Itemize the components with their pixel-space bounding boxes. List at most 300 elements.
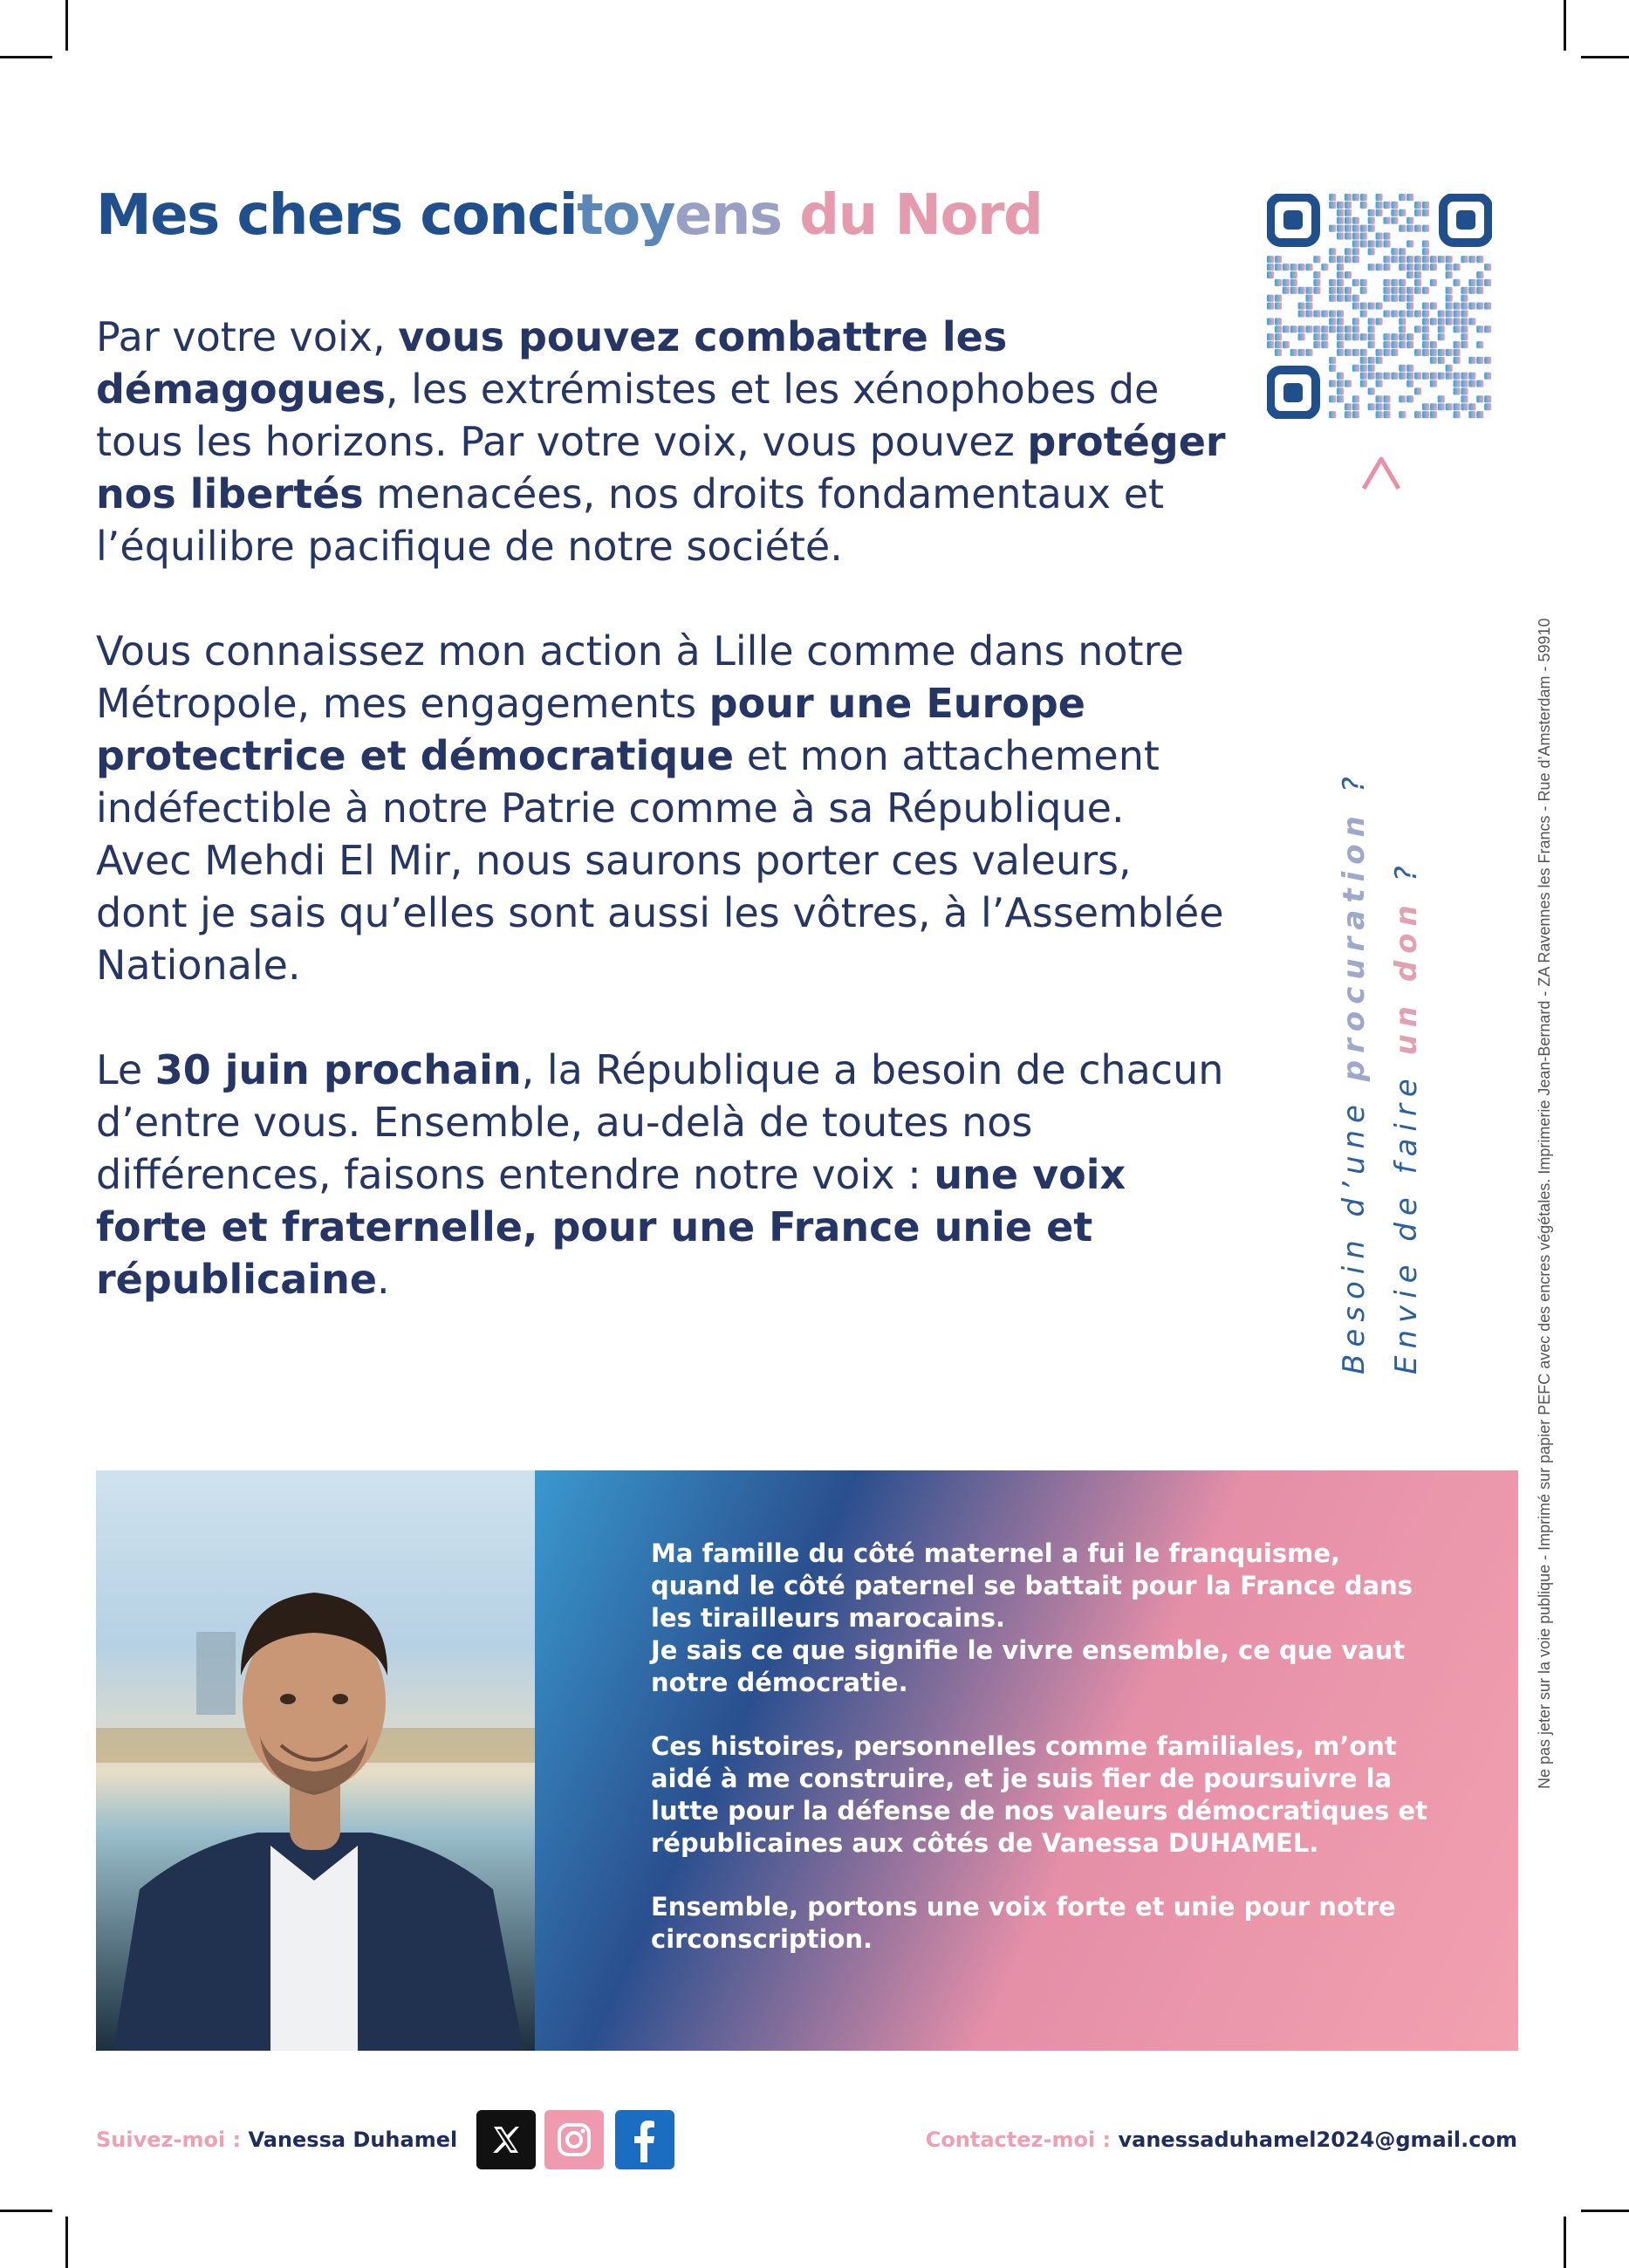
qr-module (1454, 403, 1461, 410)
text-run: , la République a besoin de chacun d’entre vous. Ensemble, au-delà de toutes nos différences, faisons entendre notre voix : (96, 1046, 1224, 1198)
qr-module (1352, 295, 1359, 302)
qr-module (1352, 303, 1359, 310)
qr-module (1352, 325, 1359, 332)
qr-module (1476, 287, 1483, 294)
text-run: menacées, nos droits fondamentaux et l’équilibre pacifique de notre société. (96, 470, 1165, 570)
qr-module (1461, 295, 1468, 302)
qr-module (1275, 303, 1282, 310)
qr-module (1337, 333, 1344, 340)
qr-module (1391, 287, 1398, 294)
qr-module (1468, 373, 1475, 380)
qr-module (1438, 333, 1445, 340)
qr-module (1368, 303, 1375, 310)
qr-module (1368, 325, 1375, 332)
qr-module (1468, 318, 1475, 325)
qr-module (1399, 395, 1406, 402)
bold-run: pour une Europe protectrice et démocratique (96, 680, 1085, 779)
qr-module (1360, 194, 1367, 201)
bold-run: vous pouvez combattre les démagogues (96, 313, 1008, 413)
qr-module (1290, 325, 1297, 332)
qr-module (1345, 411, 1352, 418)
qr-module (1407, 373, 1413, 380)
follow-name: Vanessa Duhamel (248, 2128, 458, 2152)
qr-module (1329, 248, 1336, 255)
qr-module (1422, 248, 1429, 255)
qr-module (1329, 318, 1336, 325)
qr-module (1446, 287, 1453, 294)
qr-module (1352, 403, 1359, 410)
qr-module (1337, 295, 1344, 302)
qr-module (1267, 264, 1274, 271)
qr-module (1329, 365, 1336, 372)
qr-module (1329, 380, 1336, 387)
testimony-paragraph: Ensemble, portons une voix forte et unie pour notre circonscription. (651, 1892, 1396, 1954)
qr-module (1313, 333, 1320, 340)
qr-module (1461, 256, 1468, 263)
qr-module (1414, 256, 1421, 263)
qr-module (1468, 357, 1475, 364)
qr-module (1399, 256, 1406, 263)
instagram-icon[interactable] (544, 2110, 604, 2169)
qr-module (1399, 225, 1406, 232)
crop-mark (0, 2210, 52, 2212)
qr-module (1461, 403, 1468, 410)
qr-module (1368, 248, 1375, 255)
donation-prompt (1389, 859, 1424, 1374)
qr-module (1430, 264, 1437, 271)
qr-module (1422, 333, 1429, 340)
qr-module (1368, 341, 1375, 348)
qr-module (1399, 318, 1406, 325)
qr-module (1267, 303, 1274, 310)
qr-module (1329, 202, 1336, 209)
qr-module (1446, 349, 1453, 356)
text-run: Le (96, 1046, 155, 1093)
qr-module (1313, 310, 1320, 317)
text-run: Par votre voix, (96, 313, 399, 360)
qr-module (1476, 303, 1483, 310)
qr-module (1430, 357, 1437, 364)
qr-module (1376, 373, 1383, 380)
qr-module (1399, 325, 1406, 332)
qr-module (1422, 303, 1429, 310)
qr-module (1321, 333, 1328, 340)
qr-module (1376, 380, 1383, 387)
qr-module (1360, 310, 1367, 317)
crop-mark (1564, 0, 1566, 51)
qr-module (1468, 279, 1475, 286)
qr-module (1422, 202, 1429, 209)
qr-module (1407, 333, 1413, 340)
highlight-don: un don (1389, 898, 1424, 1056)
qr-module (1298, 264, 1305, 271)
qr-module (1329, 279, 1336, 286)
qr-module (1407, 341, 1413, 348)
qr-module (1360, 240, 1367, 247)
qr-module (1368, 387, 1375, 394)
highlight-procuration: procuration (1337, 809, 1372, 1082)
qr-module (1461, 333, 1468, 340)
qr-module (1313, 279, 1320, 286)
qr-module (1345, 225, 1352, 232)
crop-mark (1564, 2217, 1566, 2268)
paragraph-1 (96, 311, 1230, 572)
qr-module (1360, 202, 1367, 209)
text-run: Vous connaissez mon action à Lille comme dans notre Métropole, mes engagements (96, 627, 1184, 727)
qr-module (1438, 403, 1445, 410)
qr-module (1337, 380, 1344, 387)
qr-module (1484, 264, 1491, 271)
qr-module (1454, 318, 1461, 325)
qr-module (1290, 287, 1297, 294)
text-run: et mon attachement indéfectible à notre Patrie comme à sa République. Avec Mehdi El Mir, nous saurons porter ces valeurs, dont je sais qu’elles sont aussi les vôtres, à l’Assemblée Nationale. (96, 732, 1224, 989)
qr-module (1275, 279, 1282, 286)
qr-module (1407, 217, 1413, 224)
qr-module (1267, 341, 1274, 348)
qr-module (1391, 341, 1398, 348)
qr-module (1454, 279, 1461, 286)
qr-module (1360, 333, 1367, 340)
qr-module (1438, 349, 1445, 356)
qr-module (1337, 225, 1344, 232)
qr-module (1422, 403, 1429, 410)
qr-module (1337, 341, 1344, 348)
follow-line (96, 2128, 457, 2152)
qr-module (1360, 232, 1367, 239)
qr-module (1407, 225, 1413, 232)
qr-module (1476, 357, 1483, 364)
qr-module (1313, 271, 1320, 278)
paragraph-3 (96, 1044, 1230, 1305)
qr-module (1275, 264, 1282, 271)
contact-email-link[interactable]: vanessaduhamel2024@gmail.com (1118, 2128, 1517, 2152)
qr-module (1454, 303, 1461, 310)
qr-module (1352, 256, 1359, 263)
qr-module (1461, 341, 1468, 348)
qr-module (1438, 395, 1445, 402)
qr-module (1430, 318, 1437, 325)
qr-module (1438, 256, 1445, 263)
qr-module (1446, 310, 1453, 317)
qr-module (1391, 202, 1398, 209)
qr-module (1414, 287, 1421, 294)
qr-module (1468, 256, 1475, 263)
qr-module (1329, 287, 1336, 294)
facebook-icon[interactable] (615, 2110, 674, 2169)
qr-module (1321, 325, 1328, 332)
qr-module (1407, 303, 1413, 310)
qr-module (1454, 380, 1461, 387)
qr-module (1484, 303, 1491, 310)
qr-module (1438, 373, 1445, 380)
qr-module (1454, 264, 1461, 271)
qr-module (1422, 264, 1429, 271)
qr-module (1414, 373, 1421, 380)
qr-module (1461, 303, 1468, 310)
qr-module (1352, 318, 1359, 325)
qr-module (1290, 279, 1297, 286)
qr-module (1454, 341, 1461, 348)
qr-module (1476, 395, 1483, 402)
qr-module (1454, 387, 1461, 394)
qr-module (1376, 318, 1383, 325)
qr-module (1430, 349, 1437, 356)
qr-module (1360, 373, 1367, 380)
qr-module (1345, 287, 1352, 294)
text-run: , les extrémistes et les xénophobes de tous les horizons. Par votre voix, vous pouvez (96, 366, 1160, 465)
qr-module (1275, 256, 1282, 263)
qr-module (1383, 403, 1390, 410)
qr-module (1337, 325, 1344, 332)
qr-module (1368, 240, 1375, 247)
qr-module (1290, 271, 1297, 278)
qr-module (1283, 287, 1290, 294)
qr-module (1484, 357, 1491, 364)
qr-module (1305, 264, 1312, 271)
qr-module (1337, 256, 1344, 263)
qr-module (1383, 411, 1390, 418)
qr-module (1368, 365, 1375, 372)
qr-module (1352, 365, 1359, 372)
qr-module (1368, 373, 1375, 380)
qr-module (1407, 194, 1413, 201)
qr-module (1352, 333, 1359, 340)
qr-module (1430, 411, 1437, 418)
bold-run: protéger nos libertés (96, 418, 1226, 517)
qr-module (1283, 325, 1290, 332)
qr-module (1383, 295, 1390, 302)
qr-module (1360, 287, 1367, 294)
title-segment: du Nord (799, 183, 1043, 248)
qr-module (1352, 248, 1359, 255)
qr-module (1352, 279, 1359, 286)
qr-module (1414, 411, 1421, 418)
qr-module (1267, 318, 1274, 325)
qr-module (1383, 256, 1390, 263)
x-icon[interactable] (476, 2110, 536, 2169)
qr-module (1461, 310, 1468, 317)
qr-module (1399, 373, 1406, 380)
qr-module (1383, 349, 1390, 356)
qr-module (1484, 395, 1491, 402)
qr-module (1298, 325, 1305, 332)
qr-module (1391, 209, 1398, 216)
qr-module (1399, 209, 1406, 216)
qr-module (1337, 387, 1344, 394)
qr-module (1275, 341, 1282, 348)
qr-module (1267, 256, 1274, 263)
qr-module (1391, 256, 1398, 263)
qr-module (1283, 341, 1290, 348)
qr-module (1337, 202, 1344, 209)
qr-module (1368, 225, 1375, 232)
qr-module (1298, 333, 1305, 340)
qr-module (1446, 256, 1453, 263)
qr-module (1337, 287, 1344, 294)
testimony-paragraph: Ma famille du côté maternel a fui le franquisme, quand le côté paternel se battait pour la France dans les tirailleurs marocains. Je sais ce que signifie le vivre ensemble, ce que vaut notre démocratie. (651, 1538, 1413, 1697)
qr-module (1422, 287, 1429, 294)
qr-module (1298, 349, 1305, 356)
crop-mark (0, 56, 52, 58)
qr-module (1345, 333, 1352, 340)
bold-run: 30 juin prochain (154, 1046, 522, 1093)
arrow-up-icon (1359, 454, 1403, 742)
qr-module (1399, 194, 1406, 201)
qr-module (1422, 325, 1429, 332)
qr-module (1305, 325, 1312, 332)
qr-module (1329, 411, 1336, 418)
qr-module (1399, 411, 1406, 418)
qr-module (1376, 357, 1383, 364)
qr-module (1461, 387, 1468, 394)
qr-module (1438, 318, 1445, 325)
crop-mark (1581, 56, 1629, 58)
qr-module (1399, 287, 1406, 294)
qr-module (1329, 225, 1336, 232)
qr-module (1352, 232, 1359, 239)
qr-module (1407, 256, 1413, 263)
qr-module (1422, 256, 1429, 263)
qr-module (1352, 240, 1359, 247)
qr-module (1468, 287, 1475, 294)
qr-module (1422, 209, 1429, 216)
qr-module (1383, 217, 1390, 224)
qr-module (1446, 365, 1453, 372)
qr-module (1476, 279, 1483, 286)
qr-module (1399, 279, 1406, 286)
qr-module (1383, 232, 1390, 239)
qr-module (1461, 318, 1468, 325)
qr-module (1337, 349, 1344, 356)
follow-label: Suivez-moi : (96, 2128, 249, 2152)
qr-module (1376, 194, 1383, 201)
qr-module (1275, 295, 1282, 302)
qr-module (1345, 217, 1352, 224)
qr-module (1407, 310, 1413, 317)
qr-module (1476, 380, 1483, 387)
qr-module (1438, 325, 1445, 332)
qr-module (1422, 240, 1429, 247)
text-run: Envie de faire (1389, 1055, 1424, 1374)
qr-module (1446, 303, 1453, 310)
qr-module (1391, 248, 1398, 255)
qr-module (1352, 217, 1359, 224)
qr-module (1360, 349, 1367, 356)
qr-module (1407, 287, 1413, 294)
qr-module (1468, 303, 1475, 310)
qr-module (1430, 303, 1437, 310)
qr-module (1376, 264, 1383, 271)
qr-module (1438, 357, 1445, 364)
crop-mark (1581, 2210, 1629, 2212)
qr-module (1383, 341, 1390, 348)
qr-module (1407, 271, 1413, 278)
qr-module (1391, 279, 1398, 286)
qr-module (1305, 349, 1312, 356)
title-segment: Mes chers conci (96, 183, 578, 248)
qr-module (1360, 303, 1367, 310)
qr-code[interactable] (1267, 194, 1492, 419)
qr-module (1383, 202, 1390, 209)
qr-module (1345, 295, 1352, 302)
qr-module (1352, 349, 1359, 356)
qr-module (1414, 225, 1421, 232)
qr-module (1476, 411, 1483, 418)
qr-module (1430, 279, 1437, 286)
qr-module (1376, 411, 1383, 418)
qr-module (1446, 403, 1453, 410)
qr-module (1345, 194, 1352, 201)
qr-module (1407, 264, 1413, 271)
qr-module (1345, 349, 1352, 356)
qr-module (1461, 373, 1468, 380)
qr-module (1484, 279, 1491, 286)
qr-module (1454, 411, 1461, 418)
qr-module (1329, 357, 1336, 364)
qr-module (1313, 287, 1320, 294)
qr-module (1414, 202, 1421, 209)
qr-module (1337, 373, 1344, 380)
qr-module (1414, 310, 1421, 317)
qr-module (1407, 295, 1413, 302)
qr-module (1391, 333, 1398, 340)
qr-module (1305, 295, 1312, 302)
qr-module (1383, 240, 1390, 247)
qr-module (1345, 232, 1352, 239)
qr-module (1383, 279, 1390, 286)
qr-module (1337, 271, 1344, 278)
qr-module (1337, 279, 1344, 286)
qr-module (1313, 341, 1320, 348)
qr-module (1345, 202, 1352, 209)
qr-module (1360, 365, 1367, 372)
qr-module (1446, 318, 1453, 325)
qr-module (1313, 256, 1320, 263)
qr-module (1352, 411, 1359, 418)
qr-module (1337, 395, 1344, 402)
qr-module (1422, 341, 1429, 348)
qr-module (1399, 333, 1406, 340)
qr-module (1422, 318, 1429, 325)
qr-module (1383, 287, 1390, 294)
qr-module (1407, 365, 1413, 372)
qr-module (1321, 310, 1328, 317)
qr-module (1267, 271, 1274, 278)
text-run: Besoin d’une (1337, 1081, 1372, 1374)
page-title (96, 183, 1042, 248)
qr-module (1298, 287, 1305, 294)
qr-module (1399, 310, 1406, 317)
qr-module (1337, 318, 1344, 325)
qr-module (1267, 295, 1274, 302)
qr-module (1454, 357, 1461, 364)
contact-label: Contactez-moi : (925, 2128, 1119, 2152)
qr-module (1476, 271, 1483, 278)
qr-module (1376, 232, 1383, 239)
qr-module (1414, 387, 1421, 394)
qr-module (1345, 256, 1352, 263)
qr-module (1283, 264, 1290, 271)
qr-module (1345, 248, 1352, 255)
qr-module (1275, 318, 1282, 325)
qr-module (1345, 403, 1352, 410)
qr-module (1368, 217, 1375, 224)
testimony-text (651, 1538, 1436, 1987)
qr-module (1376, 395, 1383, 402)
qr-module (1368, 209, 1375, 216)
title-segment: toy (577, 183, 674, 248)
qr-module (1298, 310, 1305, 317)
